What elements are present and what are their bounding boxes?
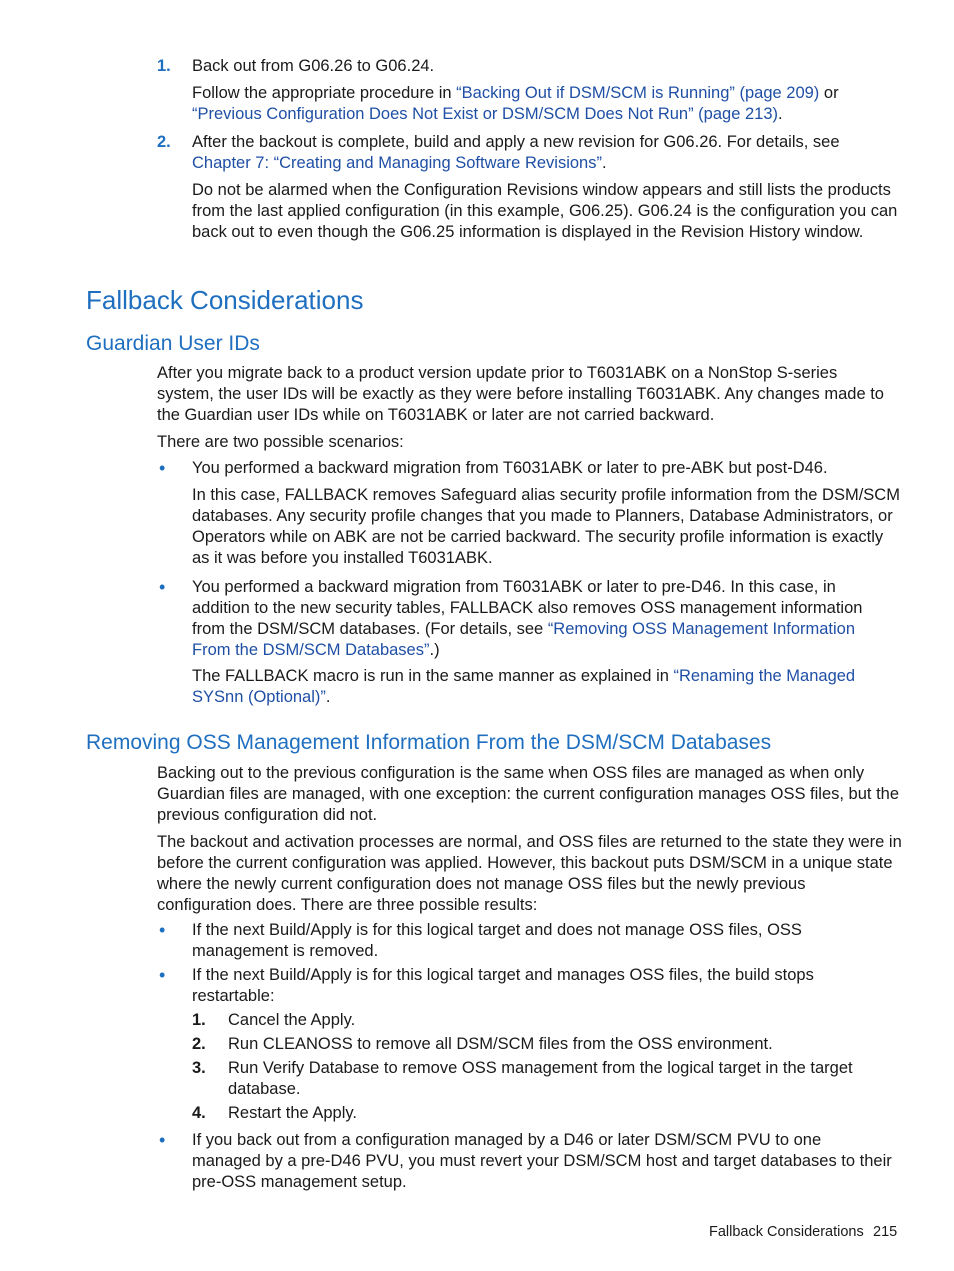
bullet-text: You performed a backward migration from T6031ABK or later to pre-ABK but post-D46. xyxy=(192,459,828,477)
substep-number: 2. xyxy=(192,1035,206,1053)
result-text: If the next Build/Apply is for this logical target and manages OSS files, the build stops restartable: xyxy=(192,966,814,1005)
text-run: or xyxy=(819,84,839,102)
text-run: . xyxy=(601,154,607,172)
link-renaming-managed-sysnn[interactable]: “Renaming the Managed SYSnn (Optional)” xyxy=(192,667,856,706)
text-run: . xyxy=(777,105,783,123)
guardian-scenarios: There are two possible scenarios: xyxy=(157,433,404,451)
text-run: You performed a backward migration from T6031ABK or later to pre-D46. In this case, in addition to the new security tables, FALLBACK also removes OSS management information from the DSM/SCM databases. (For details, see xyxy=(192,578,863,638)
section-title: Fallback Considerations xyxy=(86,285,364,315)
text-run: The FALLBACK macro is run in the same manner as explained in xyxy=(192,667,674,685)
result-text: If the next Build/Apply is for this logical target and does not manage OSS files, OSS management is removed. xyxy=(192,921,802,960)
substep-text: Restart the Apply. xyxy=(228,1104,358,1122)
bullet: • xyxy=(159,458,166,478)
footer-section-name: Fallback Considerations xyxy=(709,1224,864,1240)
text-run: .) xyxy=(429,641,440,659)
substep-number: 4. xyxy=(192,1104,206,1122)
step-text: Back out from G06.26 to G06.24. xyxy=(192,57,435,75)
bullet-paragraph: In this case, FALLBACK removes Safeguard alias security profile information from the DSM/SCM databases. Any security profile changes that you made to Planners, Database Administrators, or Operators while on ABK are not be carried backward. The security profile information is exactly as it was before you installed T6031ABK. xyxy=(192,486,900,567)
bullet-text xyxy=(192,577,892,661)
substep-text: Run CLEANOSS to remove all DSM/SCM files from the OSS environment. xyxy=(228,1035,773,1053)
step-number: 2. xyxy=(157,133,171,151)
guardian-intro: After you migrate back to a product version update prior to T6031ABK on a NonStop S-series system, the user IDs will be exactly as they were before installing T6031ABK. Any changes made to the Guardian user IDs while on T6031ABK or later are not carried backward. xyxy=(157,364,884,424)
step-number: 1. xyxy=(157,57,171,75)
bullet: • xyxy=(159,920,166,940)
link-previous-configuration[interactable]: “Previous Configuration Does Not Exist or DSM/SCM Does Not Run” (page 213) xyxy=(192,105,778,123)
bullet: • xyxy=(159,965,166,985)
link-backing-out-running[interactable]: “Backing Out if DSM/SCM is Running” (page 209) xyxy=(456,84,820,102)
text-run: . xyxy=(325,688,331,706)
result-text: If you back out from a configuration managed by a D46 or later DSM/SCM PVU to one managed by a pre-D46 PVU, you must revert your DSM/SCM host and target databases to their pre-OSS management setup. xyxy=(192,1131,892,1191)
bullet: • xyxy=(159,1130,166,1150)
footer-page-number: 215 xyxy=(873,1224,898,1240)
subsection-title-oss: Removing OSS Management Information From the DSM/SCM Databases xyxy=(86,731,772,754)
oss-paragraph-2: The backout and activation processes are normal, and OSS files are returned to the state they were in before the current configuration was applied. However, this backout puts DSM/SCM in a unique state where the newly current configuration does not manage OSS files but the newly previous configuration does. There are three possible results: xyxy=(157,833,902,914)
step-paragraph xyxy=(192,83,902,125)
link-removing-oss[interactable]: “Removing OSS Management Information From the DSM/SCM Databases” xyxy=(192,620,856,659)
text-run: After the backout is complete, build and apply a new revision for G06.26. For details, see xyxy=(192,133,840,151)
substep-number: 1. xyxy=(192,1011,206,1029)
oss-paragraph-1: Backing out to the previous configuration is the same when OSS files are managed as when only Guardian files are managed, with one exception: the current configuration manages OSS files, but the previous configuration did not. xyxy=(157,764,900,824)
substep-text: Run Verify Database to remove OSS management from the logical target in the target database. xyxy=(228,1059,853,1098)
bullet-paragraph xyxy=(192,666,892,708)
bullet: • xyxy=(159,577,166,597)
link-chapter-7[interactable]: Chapter 7: “Creating and Managing Software Revisions” xyxy=(192,154,602,172)
text-run: Follow the appropriate procedure in xyxy=(192,84,457,102)
step-text xyxy=(192,132,902,174)
subsection-title-guardian: Guardian User IDs xyxy=(86,332,260,355)
substep-text: Cancel the Apply. xyxy=(228,1011,356,1029)
step-paragraph: Do not be alarmed when the Configuration Revisions window appears and still lists the products from the last applied configuration (in this example, G06.25). G06.24 is the configuration you can back out to even though the G06.25 information is displayed in the Revision History window. xyxy=(192,181,898,241)
substep-number: 3. xyxy=(192,1059,206,1077)
